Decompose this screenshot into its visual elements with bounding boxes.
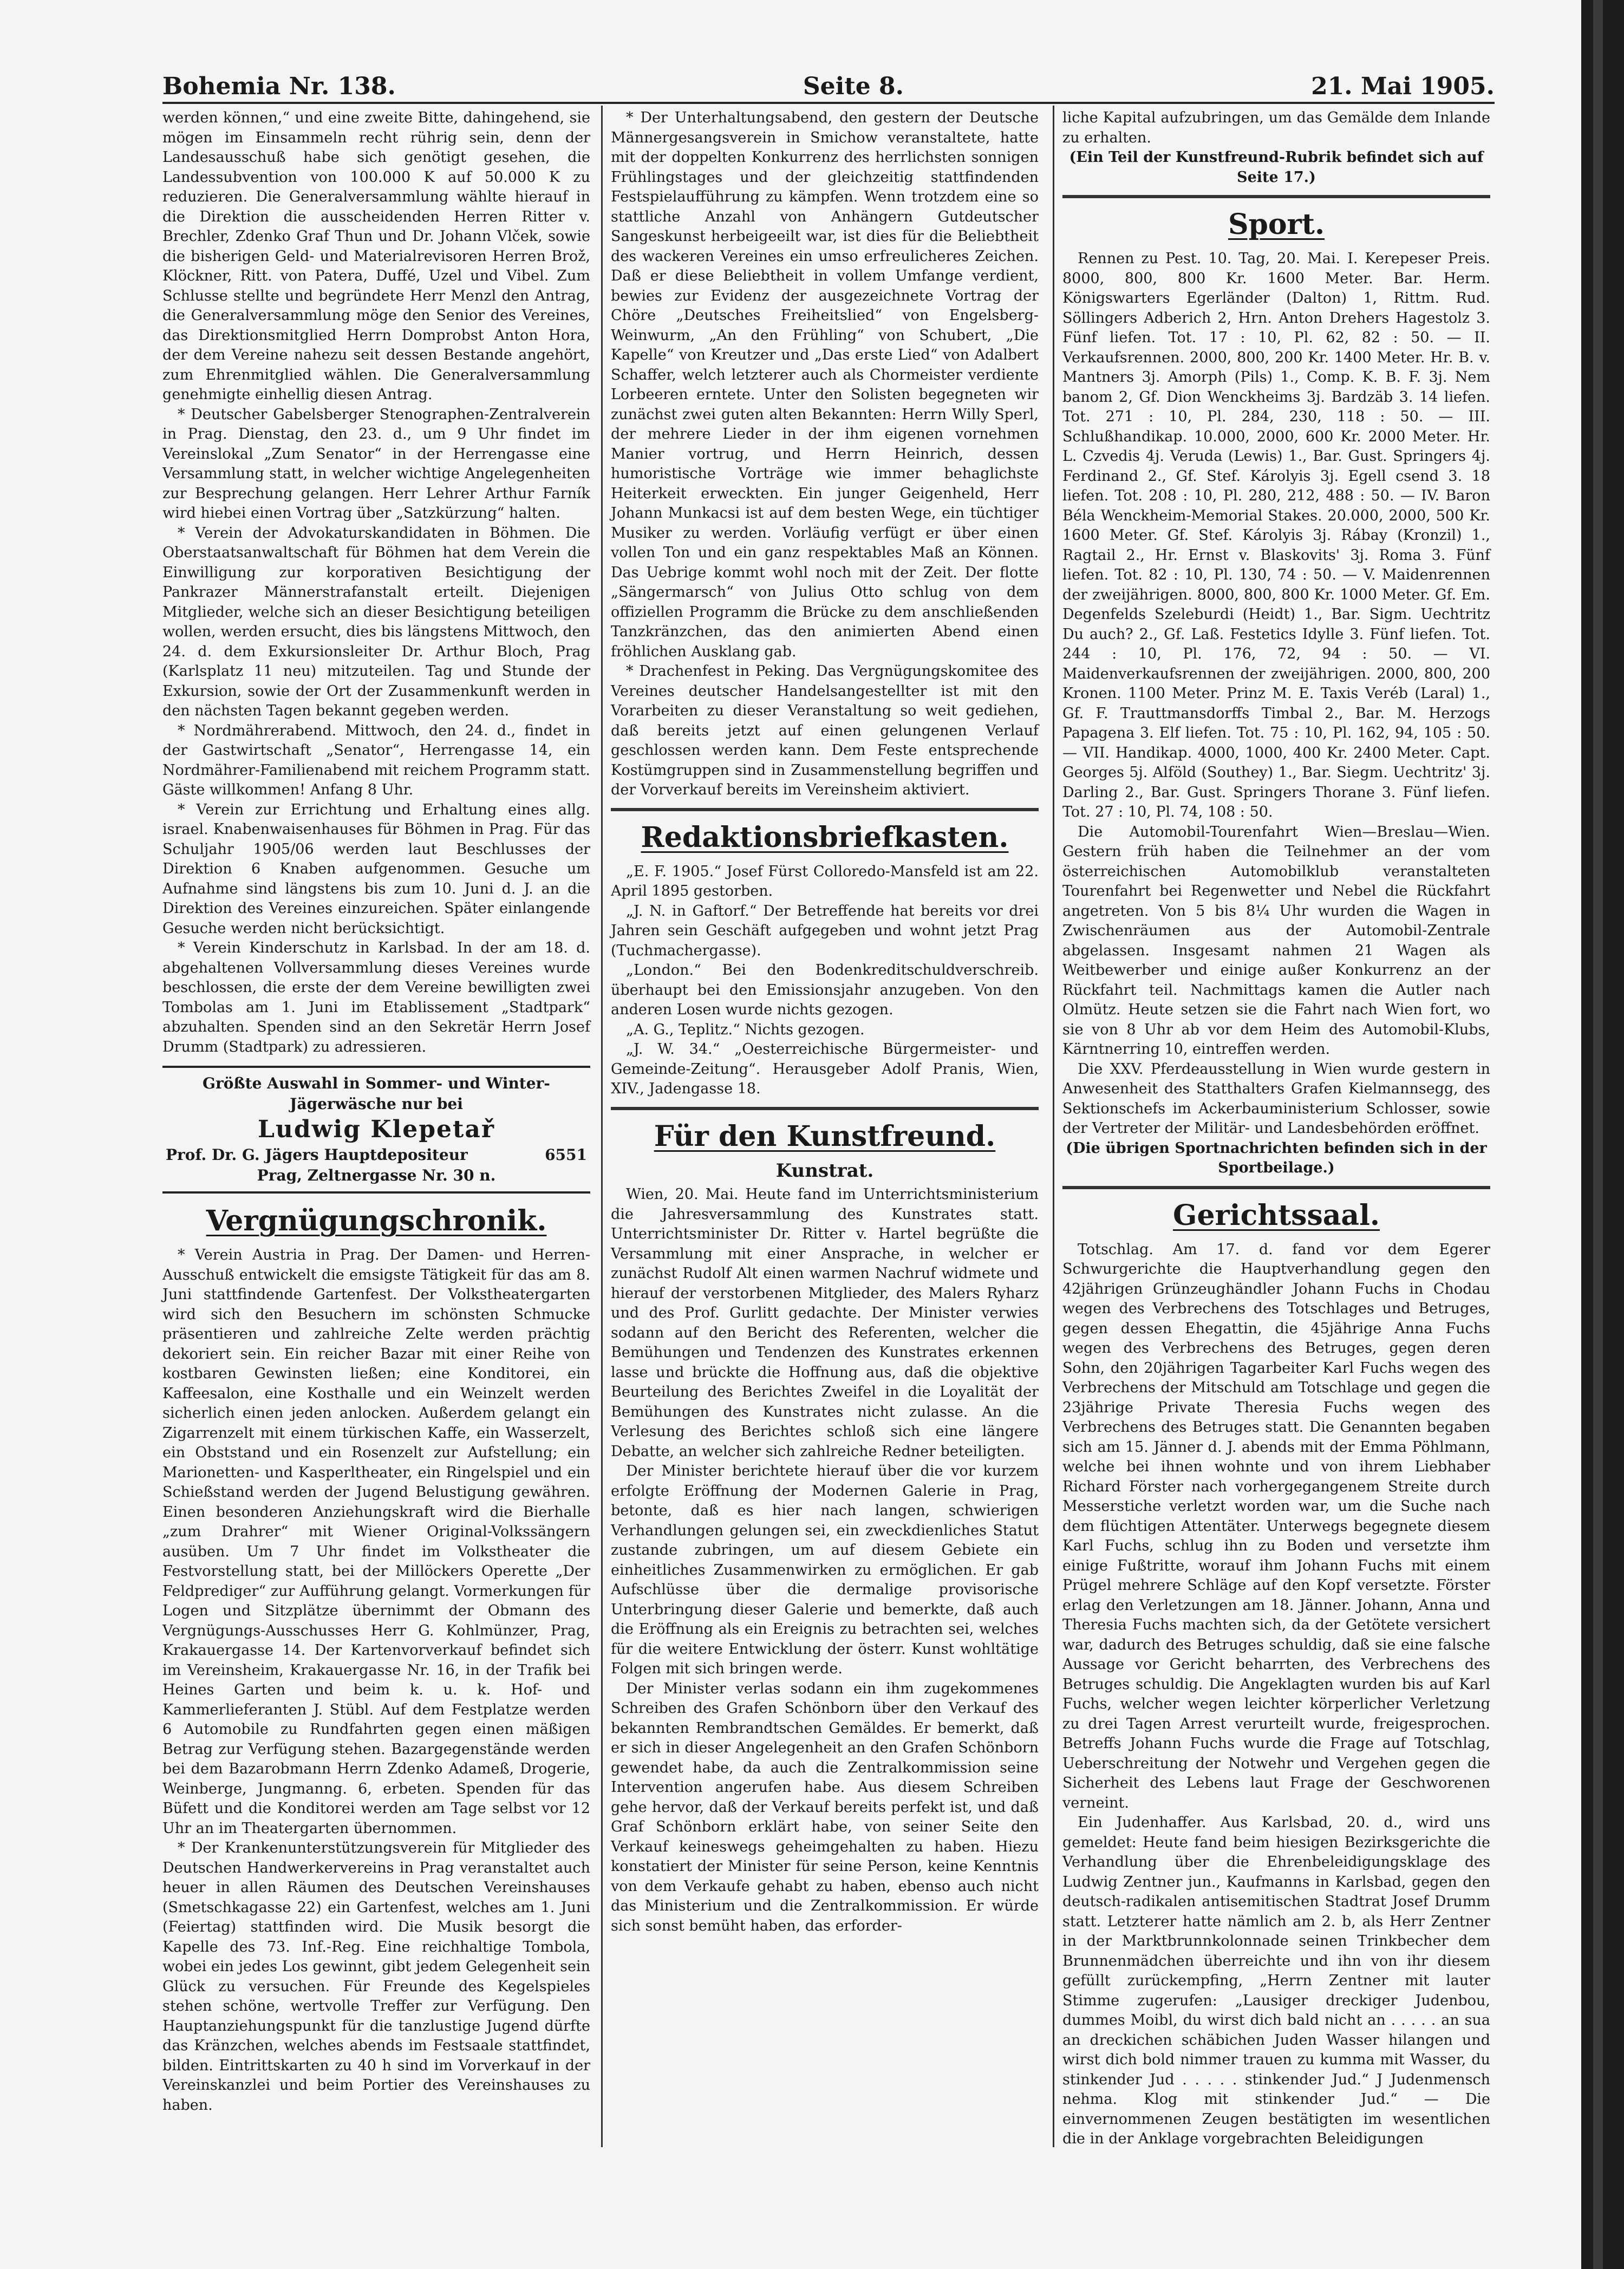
section-rule (611, 1107, 1039, 1110)
letter-reply: „J. W. 34.“ „Oesterreichische Bürgermeister- und Gemeinde-Zeitung“. Herausgeber Adolf Pranis, Wien, XIV., Jadengasse 18. (611, 1041, 1039, 1097)
header-rule (162, 102, 1495, 104)
section-title: Vergnügungschronik. (206, 1204, 547, 1237)
header-page-number: Seite 8. (803, 73, 904, 100)
advertisement (162, 1066, 590, 1194)
ad-line: Prof. Dr. G. Jägers Hauptdepositeur (166, 1146, 468, 1164)
article-paragraph: Totschlag. Am 17. d. fand vor dem Egerer Schwurgerichte die Hauptverhandlung gegen den 42jährigen Grünzeughändler Johann Fuchs in Chodau wegen des Verbrechens des Totschlages und Betruges, gegen dessen Ehegattin, die 45jährige Anna Fuchs wegen des Verbrechens des Betruges, gegen deren Sohn, den 20jährigen Tagarbeiter Karl Fuchs wegen des Verbrechens der Mitschuld am Totschlage und gegen die 23jährige Private Theresia Fuchs wegen des Verbrechens des Betruges statt. Die Genannten begaben sich am 15. Jänner d. J. abends mit der Emma Pöhlmann, welche bei ihnen wohnte und von ihrem Liebhaber Richard Förster nach vorhergegangenem Streite durch Messerstiche verletzt worden war, um die Suche nach dem flüchtigen Attentäter. Unterwegs begegnete diesem Karl Fuchs, schlug ihn zu Boden und versetzte ihm einige Fußtritte, worauf ihm Johann Fuchs mit einem Prügel mehrere Schläge auf den Kopf versetzte. Förster erlag den Verletzungen am 18. Jänner. Johann, Anna und Theresia Fuchs machten sich, da der Getötete versichert war, dadurch des Betruges schuldig, daß sie eine falsche Aussage vor Gericht beharrten, des Verbrechens des Betruges schuldig. Die Angeklagten wurden bis auf Karl Fuchs, welcher wegen leichter körperlicher Verletzung zu drei Tagen Arrest verurteilt wurde, freigesprochen. Betreffs Johann Fuchs wurde die Frage auf Totschlag, Ueberschreitung der Notwehr und Vergehen gegen die Sicherheit des Lebens laut Frage der Geschworenen verneint. (1062, 1241, 1490, 1811)
section-subtitle: Kunstrat. (775, 1159, 874, 1182)
section-rule (1062, 1186, 1490, 1189)
editorial-note: (Die übrigen Sportnachrichten befinden sich in der Sportbeilage.) (1066, 1139, 1487, 1176)
column-2 (611, 108, 1039, 1936)
scan-edge-stripe (1593, 0, 1603, 2269)
article-paragraph: * Verein Austria in Prag. Der Damen- und Herren-Ausschuß entwickelt die emsigste Tätigkeit für das am 8. Juni stattfindende Gartenfest. Der Volkstheatergarten wird sich den Besuchern im schönsten Schmucke präsentieren und zahlreiche Zelte werden prächtig dekoriert sein. Ein reicher Bazar mit einer Reihe von kostbaren Gewinsten ließen; eine Konditorei, ein Kaffeesalon, eine Kosthalle und ein Weinzelt werden sicherlich einen jeden anlocken. Außerdem gelangt ein Zigarrenzelt mit einem türkischen Kaffe, ein Wasserzelt, ein Obststand und ein Rosenzelt zur Aufstellung; ein Marionetten- und Kasperltheater, ein Ringelspiel und ein Schießstand werden der Jugend Belustigung gewähren. Einen besonderen Anziehungskraft wird die Bierhalle „zum Drahrer“ mit Wiener Original-Volkssängern ausüben. Um 7 Uhr findet im Volkstheater die Festvorstellung statt, bei der Millöckers Operette „Der Feldprediger“ zur Aufführung gelangt. Vormerkungen für Logen und Sitzplätze übernimmt der Obmann des Vergnügungs-Ausschusses Herr G. Kohlmünzer, Prag, Krakauergasse 14. Der Kartenvorverkauf befindet sich im Vereinsheim, Krakauergasse Nr. 16, in der Trafik bei Heines Garten und beim k. u. k. Hof- und Kammerlieferanten J. Stübl. Auf dem Festplatze werden 6 Automobile zu Rundfahrten gegen einen mäßigen Betrag zur Verfügung stehen. Bazargegenstände werden bei dem Bazarobmann Herrn Zdenko Adameß, Drogerie, Weinberge, Jungmanng. 6, erbeten. Spenden für das Büfett und die Konditorei werden am Tage selbst vor 12 Uhr an im Theatergarten übernommen. (162, 1247, 590, 1837)
article-paragraph: * Nordmährerabend. Mittwoch, den 24. d., findet in der Gastwirtschaft „Senator“, Herrengasse 14, ein Nordmährer-Familienabend mit reichem Programm statt. Gäste willkommen! Anfang 8 Uhr. (162, 722, 590, 798)
article-paragraph: liche Kapital aufzubringen, um das Gemälde dem Inlande zu erhalten. (1062, 109, 1490, 146)
letter-reply: „E. F. 1905.“ Josef Fürst Colloredo-Mansfeld ist am 22. April 1895 gestorben. (611, 863, 1039, 899)
article-paragraph: Die XXV. Pferdeausstellung in Wien wurde gestern in Anwesenheit des Statthalters Grafen Kielmannsegg, des Sektionschefs im Ackerbauministerium Schlosser, sowie der Vertreter der Militär- und Landesbehörden eröffnet. (1062, 1060, 1490, 1137)
article-paragraph: Ein Judenhaffer. Aus Karlsbad, 20. d., wird uns gemeldet: Heute fand beim hiesigen Bezirksgerichte die Verhandlung über die Ehrenbeleidigungsklage des Ludwig Zentner jun., Kaufmanns in Karlsbad, gegen den deutsch-radikalen antisemitischen Stadtrat Josef Drumm statt. Letzterer hatte nämlich am 2. b, als Herr Zentner in der Marktbrunnkolonnade seinen Trinkbecher dem Brunnenmädchen überreichte und ihn von ihr diesem gefüllt zurückempfing, „Herrn Zentner mit lauter Stimme zugerufen: „Lausiger dreckiger Judenbou, dummes Moibl, du wirst dich bald nicht an . . . . . an sua an dreckichen schäbichen Juden Wasser hilangen und wirst dich bold nimmer trauen zu kumma mit Wasser, du stinkender Jud . . . . . stinkender Jud.“ J Judenmensch nehma. Klog mit stinkender Jud.“ — Die einvernommenen Zeugen bestätigten im wesentlichen die in der Anklage vorgebrachten Beleidigungen (1062, 1814, 1490, 2147)
article-paragraph: * Drachenfest in Peking. Das Vergnügungskomitee des Vereines deutscher Handelsangestellter ist mit den Vorarbeiten zu dieser Veranstaltung so weit gediehen, daß bereits jetzt auf einen gelungenen Verlauf geschlossen werden kann. Dem Feste entsprechende Kostümgruppen sind in Zusammenstellung begriffen und der Vorverkauf bereits im Vereinsheim aktiviert. (611, 663, 1039, 798)
article-paragraph: Die Automobil-Tourenfahrt Wien—Breslau—Wien. Gestern früh haben die Teilnehmer an der vom österreichischen Automobilklub veranstalteten Tourenfahrt bei Regenwetter und Nebel die Rückfahrt angetreten. Von 5 bis 8¼ Uhr wurden die Wagen in Zwischenräumen aus der Automobil-Zentrale abgelassen. Insgesamt nahmen 21 Wagen als Weitbewerber und einige außer Konkurrenz an der Rückfahrt teil. Nachmittags kamen die Autler nach Olmütz. Heute setzen sie die Fahrt nach Wien fort, wo sie von 8 Uhr ab vor dem Heim des Automobil-Klubs, Kärntnerring 10, eintreffen werden. (1062, 823, 1490, 1058)
editorial-note: (Ein Teil der Kunstfreund-Rubrik befindet sich auf Seite 17.) (1069, 149, 1484, 186)
column-divider-2 (1053, 106, 1054, 2147)
header-date: 21. Mai 1905. (1311, 73, 1495, 100)
article-paragraph: Rennen zu Pest. 10. Tag, 20. Mai. I. Kerepeser Preis. 8000, 800, 800 Kr. 1600 Meter. Bar. Herm. Königswarters Egerländer (Dalton) 1, Rittm. Rud. Söllingers Adberich 2, Hrn. Anton Drehers Hagestolz 3. Fünf liefen. Tot. 17 : 10, Pl. 62, 82 : 50. — II. Verkaufsrennen. 2000, 800, 200 Kr. 1400 Meter. Hr. B. v. Mantners 3j. Amorph (Pils) 1., Comp. K. B. F. 3j. Nem banom 2, Gf. Dion Wenckheims 3j. Bardzäb 3. 14 liefen. Tot. 271 : 10, Pl. 284, 230, 118 : 50. — III. Schlußhandikap. 10.000, 2000, 600 Kr. 2000 Meter. Hr. L. Czvedis 4j. Veruda (Lewis) 1., Bar. Gust. Springers 4j. Ferdinand 2., Gf. Stef. Károlyis 3j. Egell csend 3. 18 liefen. Tot. 208 : 10, Pl. 280, 212, 488 : 50. — IV. Baron Béla Wenckheim-Memorial Stakes. 20.000, 2000, 500 Kr. 1600 Meter. Gf. Stef. Károlyis 3j. Rábay (Kronzil) 1., Ragtail 2., Hr. Ernst v. Blaskovits' 3j. Roma 3. Fünf liefen. Tot. 82 : 10, Pl. 130, 74 : 50. — V. Maidenrennen der zweijährigen. 8000, 800, 800 Kr. 1000 Meter. Gf. Em. Degenfelds Szeleburdi (Heidt) 1., Bar. Sigm. Uechtritz Du auch? 2., Gf. Laß. Festetics Idylle 3. Fünf liefen. Tot. 244 : 10, Pl. 176, 72, 94 : 50. — VI. Maidenverkaufsrennen der zweijährigen. 2000, 800, 200 Kronen. 1100 Meter. Prinz M. E. Taxis Veréb (Laral) 1., Gf. F. Trauttmansdorffs Timbal 2., Bar. M. Herzogs Papagena 3. Elf liefen. Tot. 75 : 10, Pl. 162, 94, 105 : 50. — VII. Handikap. 4000, 1000, 400 Kr. 2400 Meter. Capt. Georges 5j. Alföld (Southey) 1., Bar. Siegm. Uechtritz' 3j. Darling 2., Bar. Gust. Springers Thorane 3. Fünf liefen. Tot. 27 : 10, Pl. 74, 108 : 50. (1062, 250, 1490, 820)
section-title: Gerichtssaal. (1173, 1198, 1380, 1232)
section-rule (611, 808, 1039, 811)
ad-number: 6551 (545, 1146, 587, 1164)
article-paragraph: * Verein Kinderschutz in Karlsbad. In der am 18. d. abgehaltenen Vollversammlung dieses Vereines wurde beschlossen, die erste der dem Vereine bewilligten zwei Tombolas am 1. Juni im Etablissement „Stadtpark“ abzuhalten. Spenden sind an den Sekretär Herrn Josef Drumm (Stadtpark) zu adressieren. (162, 940, 590, 1055)
article-paragraph: Der Minister verlas sodann ein ihm zugekommenes Schreiben des Grafen Schönborn über den Verkauf des bekannten Rembrandtschen Gemäldes. Er bemerkt, daß er sich in dieser Angelegenheit an den Grafen Schönborn gewendet habe, da auch die Zentralkommission seine Intervention angerufen habe. Aus diesem Schreiben gehe hervor, daß der Verkauf bereits perfekt ist, und daß Graf Schönborn erklärt habe, von seiner Seite den Verkauf keineswegs geheimgehalten zu haben. Hiezu konstatiert der Minister für seine Person, keine Kenntnis von dem Verkaufe gehabt zu haben, ebenso auch nicht das Ministerium und die Zentralkommission. Er würde sich sonst bemüht haben, das erforder- (611, 1680, 1039, 1934)
letter-reply: „J. N. in Gaftorf.“ Der Betreffende hat bereits vor drei Jahren sein Geschäft aufgegeben und wohnt jetzt Prag (Tuchmachergasse). (611, 902, 1039, 959)
section-rule (1062, 195, 1490, 198)
scan-edge (1581, 0, 1624, 2269)
ad-company-name: Ludwig Klepetař (257, 1116, 495, 1143)
article-paragraph: * Verein zur Errichtung und Erhaltung eines allg. israel. Knabenwaisenhauses für Böhmen in Prag. Für das Schuljahr 1905/06 werden laut Beschlusses der Direktion 6 Knaben aufgenommen. Gesuche um Aufnahme sind längstens bis zum 10. Juni d. J. an die Direktion des Vereines einzureichen. Später einlangende Gesuche werden nicht berücksichtigt. (162, 801, 590, 937)
section-title: Sport. (1228, 208, 1325, 241)
ad-address: Prag, Zeltnergasse Nr. 30 n. (257, 1166, 496, 1184)
section-title: Für den Kunstfreund. (654, 1119, 996, 1153)
article-paragraph: Der Minister berichtete hierauf über die vor kurzem erfolgte Eröffnung der Modernen Galerie in Prag, betonte, daß es hier nach langen, schwierigen Verhandlungen gelungen sei, ein zweckdienliches Statut zustande zubringen, um auf diesem Gebiete ein einheitliches Zusammenwirken zu ermöglichen. Er gab Aufschlüsse über die dermalige provisorische Unterbringung dieser Galerie und bemerkte, daß auch die Eröffnung als ein Ereignis zu betrachten sei, welches für die weitere Entwicklung der österr. Kunst wohltätige Folgen mit sich bringen werde. (611, 1463, 1039, 1677)
column-divider-1 (601, 106, 603, 2147)
article-paragraph: werden können,“ und eine zweite Bitte, dahingehend, sie mögen im Einsammeln recht rührig sein, denn der Landesausschuß habe sich genötigt gesehen, die Landessubvention von 100.000 K auf 50.000 K zu reduzieren. Die Generalversammlung wählte hierauf in die Direktion die ausscheidenden Herren Ritter v. Brechler, Zdenko Graf Thun und Dr. Johann Vlček, sowie die bisherigen Geld- und Materialrevisoren Herren Brož, Klöckner, Ritt. von Patera, Duffé, Uzel und Vibel. Zum Schlusse stellte und begründete Herr Menzl den Antrag, die Generalversammlung möge den Senior des Vereines, das Direktionsmitglied Herrn Domprobst Anton Hora, der dem Vereine nahezu seit dessen Bestande angehört, zum Ehrenmitglied wählen. Die Generalversammlung genehmigte einhellig diesen Antrag. (162, 109, 590, 403)
header-masthead: Bohemia Nr. 138. (162, 73, 396, 100)
letter-reply: „A. G., Teplitz.“ Nichts gezogen. (626, 1021, 865, 1038)
article-paragraph: Wien, 20. Mai. Heute fand im Unterrichtsministerium die Jahresversammlung des Kunstrates statt. Unterrichtsminister Dr. Ritter v. Hartel begrüßte die Versammlung mit einer Ansprache, in welcher er zunächst Rudolf Alt einen warmen Nachruf widmete und hierauf der verstorbenen Mitglieder, des Malers Ryharz und des Prof. Gurlitt gedachte. Der Minister verwies sodann auf den Bericht des Referenten, welcher die Bemühungen und Tendenzen des Kunstrates erkennen lasse und brückte die Hoffnung aus, daß die objektive Beurteilung des Berichtes Zweifel in die Loyalität der Bemühungen des Kunstrates nicht zulasse. An die Verlesung des Berichtes schloß sich eine längere Debatte, an welcher sich zahlreiche Redner beteiligten. (611, 1186, 1039, 1460)
letter-reply: „London.“ Bei den Bodenkreditschuldverschreib. überhaupt bei den Emissionsjahr anzugeben. Von den anderen Losen wurde nichts gezogen. (611, 962, 1039, 1018)
column-1 (162, 108, 590, 2115)
section-title: Redaktionsbriefkasten. (641, 820, 1009, 854)
article-paragraph: * Der Unterhaltungsabend, den gestern der Deutsche Männergesangsverein in Smichow veranstaltete, hatte mit der doppelten Konkurrenz des herrlichsten sonnigen Frühlingstages und der gleichzeitig stattfindenden Festspielaufführung zu kämpfen. Wenn trotzdem eine so stattliche Anzahl von Anhängern Gutdeutscher Sangeskunst herbeigeeilt war, ist dies für die Beliebtheit des wackeren Vereines ein umso erfreulicheres Zeichen. Daß er diese Beliebtheit in vollem Umfange verdient, bewies zur Evidenz der ausgezeichnete Vortrag der Chöre „Deutsches Freiheitslied“ von Engelsberg-Weinwurm, „An den Frühling“ von Schubert, „Die Kapelle“ von Kreutzer und „Das erste Lied“ von Adalbert Schaffer, welch letzterer auch als Chormeister verdiente Lorbeeren erntete. Unter den Solisten begegneten wir zunächst zwei guten alten Bekannten: Herrn Willy Sperl, der mehrere Lieder in der ihm eigenen vornehmen Manier vortrug, und Herrn Heinrich, dessen humoristische Vorträge wie immer behaglichste Heiterkeit erweckten. Ein junger Geigenheld, Herr Johann Munkacsi ist auf dem besten Wege, ein tüchtiger Musiker zu werden. Vorläufig verfügt er über einen vollen Ton und ein ganz respektables Maß an Können. Das Uebrige kommt wohl noch mit der Zeit. Der flotte „Sängermarsch“ von Julius Otto schlug von dem offiziellen Programm die Brücke zu dem anschließenden Tanzkränzchen, das den animierten Abend einen fröhlichen Ausklang gab. (611, 109, 1039, 660)
ad-line: Größte Auswahl in Sommer- und Winter-Jägerwäsche nur bei (203, 1074, 550, 1113)
article-paragraph: * Deutscher Gabelsberger Stenographen-Zentralverein in Prag. Dienstag, den 23. d., um 9 Uhr findet im Vereinslokal „Zum Senator“ in der Herrengasse eine Versammlung statt, in welcher wichtige Angelegenheiten zur Besprechung gelangen. Herr Lehrer Arthur Farník wird hiebei einen Vortrag über „Satzkürzung“ halten. (162, 406, 590, 521)
article-paragraph: * Der Krankenunterstützungsverein für Mitglieder des Deutschen Handwerkervereins in Prag veranstaltet auch heuer in allen Räumen des Deutschen Vereinshauses (Smetschkagasse 22) ein Gartenfest, welches am 1. Juni (Feiertag) stattfinden wird. Die Musik besorgt die Kapelle des 73. Inf.-Reg. Eine reichhaltige Tombola, wobei ein jedes Los gewinnt, gibt jedem Gelegenheit sein Glück zu versuchen. Für Freunde des Kegelspieles stehen schöne, wertvolle Treffer zur Verfügung. Den Hauptanziehungspunkt für die tanzlustige Jugend dürfte das Kränzchen, welches abends im Festsaale stattfindet, bilden. Eintrittskarten zu 40 h sind im Vorverkauf in der Vereinskanzlei und beim Portier des Vereinshauses zu haben. (162, 1840, 590, 2114)
article-paragraph: * Verein der Advokaturskandidaten in Böhmen. Die Oberstaatsanwaltschaft für Böhmen hat dem Verein die Einwilligung zur korporativen Besichtigung der Pankrazer Männerstrafanstalt erteilt. Diejenigen Mitglieder, welche sich an dieser Besichtigung beteiligen wollen, werden ersucht, dies bis längstens Mittwoch, den 24. d. dem Exkursionsleiter Dr. Arthur Bloch, Prag (Karlsplatz 11 neu) mitzuteilen. Tag und Stunde der Exkursion, sowie der Ort der Zusammenkunft werden in den nächsten Tagen bekannt gegeben werden. (162, 524, 590, 719)
column-3 (1062, 108, 1490, 2149)
page-header (162, 62, 1495, 100)
